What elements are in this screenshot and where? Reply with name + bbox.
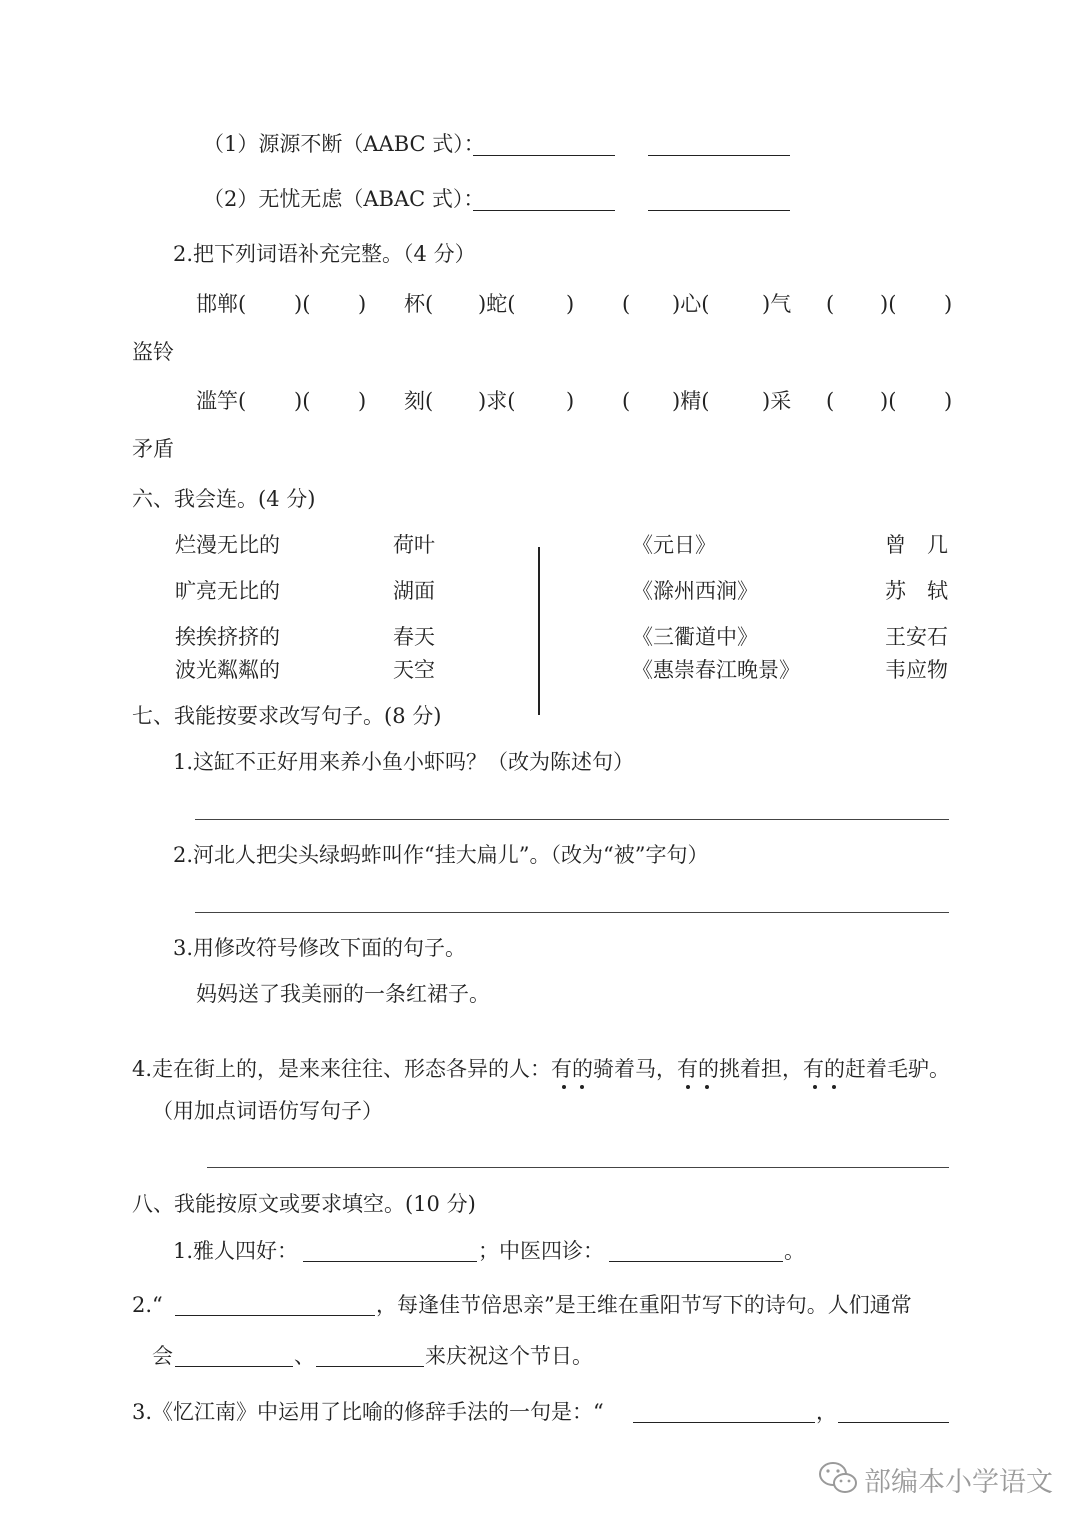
idiom-row2-continuation: 矛盾 xyxy=(132,437,174,461)
match-right-poet[interactable]: 曾 几 xyxy=(885,533,948,557)
blank-8-1a[interactable] xyxy=(303,1261,477,1262)
section-7-question-1: 1.这缸不正好用来养小鱼小虾吗？（改为陈述句） xyxy=(173,750,635,774)
match-left-adjective[interactable]: 挨挨挤挤的 xyxy=(175,625,280,649)
match-left-adjective[interactable]: 波光粼粼的 xyxy=(175,658,280,682)
emphasis-dot xyxy=(562,1085,566,1089)
emphasis-dot xyxy=(705,1085,709,1089)
idiom-row1-part: ( xyxy=(622,292,631,316)
section-8-q2-part: 2.“ xyxy=(132,1293,163,1317)
match-right-poem[interactable]: 《滁州西涧》 xyxy=(632,579,758,603)
section-8-q1-part: 1.雅人四好： xyxy=(173,1239,299,1263)
emphasis-dot xyxy=(686,1085,690,1089)
section-8-q3-part: ， xyxy=(816,1400,837,1424)
wechat-icon xyxy=(818,1460,858,1496)
match-left-adjective[interactable]: 烂漫无比的 xyxy=(175,533,280,557)
emphasis-dot xyxy=(580,1085,584,1089)
idiom-row1-part: )( xyxy=(880,292,897,316)
answer-line-7-1[interactable] xyxy=(195,819,949,820)
abac-blank-1[interactable] xyxy=(473,210,615,211)
idiom-row2-part: 滥竽( xyxy=(196,389,247,413)
section-8-q2-part: ，每逢佳节倍思亲”是王维在重阳节写下的诗句。人们通常 xyxy=(376,1293,912,1317)
match-right-poet[interactable]: 韦应物 xyxy=(885,658,948,682)
section-7-question-2: 2.河北人把尖头绿蚂蚱叫作“挂大扁儿”。（改为“被”字句） xyxy=(173,843,709,867)
idiom-row2-part: )求( xyxy=(478,389,516,413)
section-8-q2-part: 会 xyxy=(152,1344,173,1368)
blank-8-1b[interactable] xyxy=(609,1261,783,1262)
match-right-poem[interactable]: 《惠崇春江晚景》 xyxy=(632,658,800,682)
section-8-q1-part: 。 xyxy=(784,1239,805,1263)
aabc-blank-1[interactable] xyxy=(473,155,615,156)
section-7-title: 七、我能按要求改写句子。(8 分) xyxy=(132,704,442,728)
idiom-row2-part: )( xyxy=(880,389,897,413)
aabc-blank-2[interactable] xyxy=(648,155,790,156)
blank-8-2a[interactable] xyxy=(175,1315,375,1316)
idiom-row1-part: )心( xyxy=(672,292,710,316)
section-7-question-4-note: （用加点词语仿写句子） xyxy=(152,1099,383,1123)
idiom-row1-part: )蛇( xyxy=(478,292,516,316)
match-right-poem[interactable]: 《三衢道中》 xyxy=(632,625,758,649)
idiom-row2-part: ) xyxy=(358,389,367,413)
idiom-row1-part: ) xyxy=(358,292,367,316)
watermark xyxy=(818,1458,1058,1502)
idiom-row2-part: ( xyxy=(622,389,631,413)
blank-8-2b[interactable] xyxy=(175,1366,293,1367)
abac-blank-2[interactable] xyxy=(648,210,790,211)
match-left-noun[interactable]: 湖面 xyxy=(393,579,435,603)
idiom-row1-part: ( xyxy=(826,292,835,316)
item-aabc-label: （1）源源不断（AABC 式）： xyxy=(203,132,485,156)
blank-8-2c[interactable] xyxy=(316,1366,424,1367)
watermark-text: 部编本小学语文 xyxy=(864,1467,1053,1498)
idiom-row1-part: )( xyxy=(294,292,311,316)
idiom-row2-part: ) xyxy=(566,389,575,413)
emphasis-dot xyxy=(813,1085,817,1089)
match-left-adjective[interactable]: 旷亮无比的 xyxy=(175,579,280,603)
idiom-row2-part: ( xyxy=(826,389,835,413)
idiom-row2-part: ) xyxy=(944,389,953,413)
section-8-title: 八、我能按原文或要求填空。(10 分) xyxy=(132,1192,476,1216)
match-divider xyxy=(538,547,540,715)
idiom-row2-part: )采 xyxy=(762,389,792,413)
section-7-question-3: 3.用修改符号修改下面的句子。 xyxy=(173,936,467,960)
idiom-row1-continuation: 盗铃 xyxy=(132,340,174,364)
match-left-noun[interactable]: 天空 xyxy=(393,658,435,682)
match-right-poet[interactable]: 苏 轼 xyxy=(885,579,948,603)
section-7-question-4: 4.走在街上的，是来来往往、形态各异的人：有的骑着马，有的挑着担，有的赶着毛驴。 xyxy=(132,1057,951,1081)
emphasis-dot xyxy=(832,1085,836,1089)
answer-line-7-4[interactable] xyxy=(207,1167,949,1168)
section-8-q1-part: ；中医四诊： xyxy=(478,1239,604,1263)
blank-8-3a[interactable] xyxy=(633,1422,815,1423)
answer-line-7-2[interactable] xyxy=(195,912,949,913)
idiom-row1-part: )气 xyxy=(762,292,792,316)
section-6-title: 六、我会连。(4 分) xyxy=(132,487,316,511)
match-right-poem[interactable]: 《元日》 xyxy=(632,533,716,557)
item-abac-label: （2）无忧无虑（ABAC 式）： xyxy=(203,187,485,211)
match-left-noun[interactable]: 荷叶 xyxy=(393,533,435,557)
sentence-to-correct: 妈妈送了我美丽的一条红裙子。 xyxy=(196,982,490,1006)
section-8-q3-part: 3.《忆江南》中运用了比喻的修辞手法的一句是：“ xyxy=(132,1400,604,1424)
idiom-row1-part: 邯郸( xyxy=(196,292,247,316)
match-right-poet[interactable]: 王安石 xyxy=(885,625,948,649)
section-8-q2-part: 来庆祝这个节日。 xyxy=(425,1344,593,1368)
idiom-row1-part: 杯( xyxy=(404,292,434,316)
section-8-q2-part: 、 xyxy=(294,1344,315,1368)
idiom-row2-part: )精( xyxy=(672,389,710,413)
match-left-noun[interactable]: 春天 xyxy=(393,625,435,649)
idiom-row1-part: ) xyxy=(566,292,575,316)
idiom-row2-part: 刻( xyxy=(404,389,434,413)
idiom-row1-part: ) xyxy=(944,292,953,316)
idiom-row2-part: )( xyxy=(294,389,311,413)
blank-8-3b[interactable] xyxy=(838,1422,949,1423)
question-2-title: 2.把下列词语补充完整。（4 分） xyxy=(173,242,476,266)
